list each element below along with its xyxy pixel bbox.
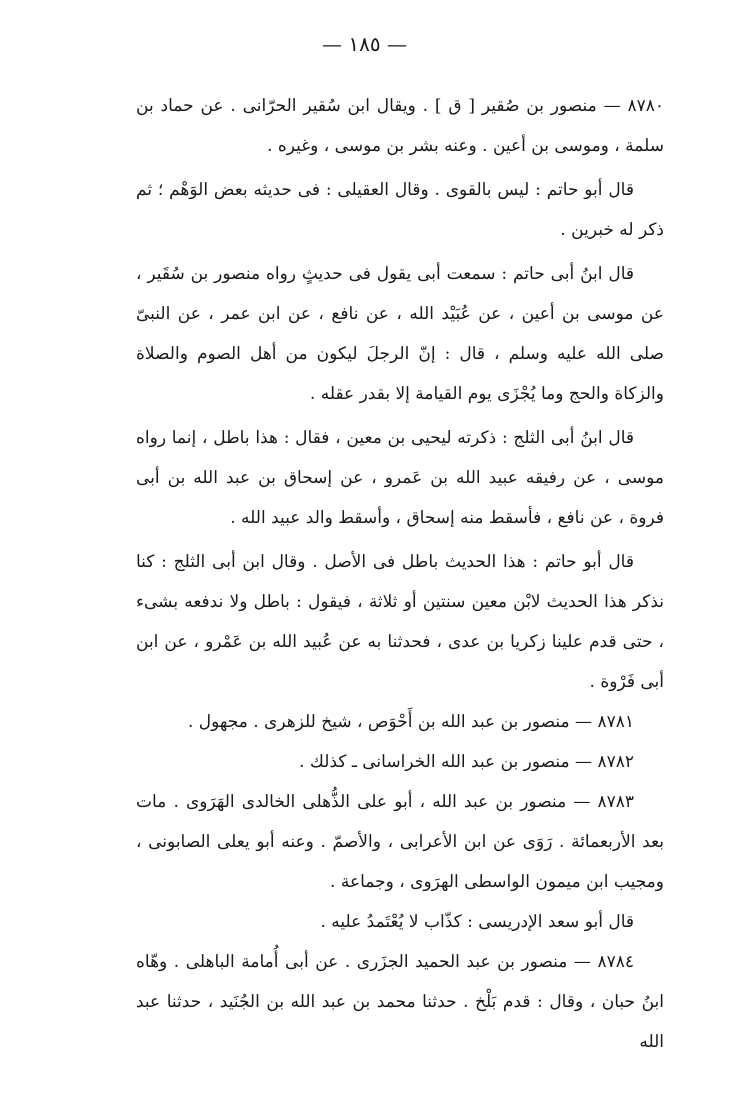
entry-8781: ٨٧٨١ — منصور بن عبد الله بن أَحْوَص ، شيخ للزهرى . مجهول . [187, 712, 634, 732]
page-number: — ١٨٥ — [322, 32, 407, 56]
entry-8782: ٨٧٨٢ — منصور بن عبد الله الخراسانى ـ كذلك . [299, 752, 634, 772]
paragraph-idrisi: قال أبو سعد الإدريسى : كذّاب لا يُعْتَمدُ عليه . [320, 912, 634, 932]
paragraph-abu-hatim-2: قال أبو حاتم : هذا الحديث باطل فى الأصل . وقال ابن أبى الثلج : كنا نذكر هذا الحديث لابْن معين سنتين أو ثلاثة ، فيقول : باطل ولا ندفعه بشىء ، حتى قدم علينا زكريا بن عدى ، فحدثنا به عن عُبيد الله بن عَمْرو ، عن ابن أبى فَرْوة . [136, 552, 664, 692]
main-text [136, 86, 664, 1062]
paragraph-ibn-abi-hatim: قال ابنُ أبى حاتم : سمعت أبى يقول فى حديثٍ رواه منصور بن سُقَير ، عن موسى بن أعين ، عن عُبَيْد الله ، عن نافع ، عن ابن عمر ، عن النبىّ صلى الله عليه وسلم ، قال : إنّ الرجلَ ليكون من أهل الصوم والصلاة والزكاة والحج وما يُجْزَى يوم القيامة إلا بقدر عقله . [136, 264, 664, 404]
entry-8784: ٨٧٨٤ — منصور بن عبد الحميد الجزَرى . عن أبى أُمامة الباهلى . وهّاه ابنُ حبان ، وقال : قدم بَلْخ . حدثنا محمد بن عبد الله بن الجُنَيد ، حدثنا عبد الله [136, 952, 664, 1052]
paragraph-abu-hatim-1: قال أبو حاتم : ليس بالقوى . وقال العقيلى : فى حديثه بعض الوَهْم ؛ ثم ذكر له خبرين . [136, 180, 664, 240]
entry-8780: ٨٧٨٠ — منصور بن صُقير [ ق ] . ويقال ابن سُقير الحرّانى . عن حماد بن سلمة ، وموسى بن أعين . وعنه بشر بن موسى ، وغيره . [136, 96, 664, 156]
paragraph-ibn-abi-althalj: قال ابنُ أبى الثلج : ذكرته ليحيى بن معين ، فقال : هذا باطل ، إنما رواه موسى ، عن رفيقه عبيد الله بن عَمرو ، عن إسحاق بن عبد الله بن أبى فروة ، عن نافع ، فأسقط منه إسحاق ، وأسقط والد عبيد الله . [136, 428, 664, 528]
entry-8783: ٨٧٨٣ — منصور بن عبد الله ، أبو على الذُّهلى الخالدى الهَرَوى . مات بعد الأربعمائة . رَوَى عن ابن الأعرابى ، والأصمّ . وعنه أبو يعلى الصابونى ، ومجيب ابن ميمون الواسطى الهرَوى ، وجماعة . [136, 792, 664, 892]
